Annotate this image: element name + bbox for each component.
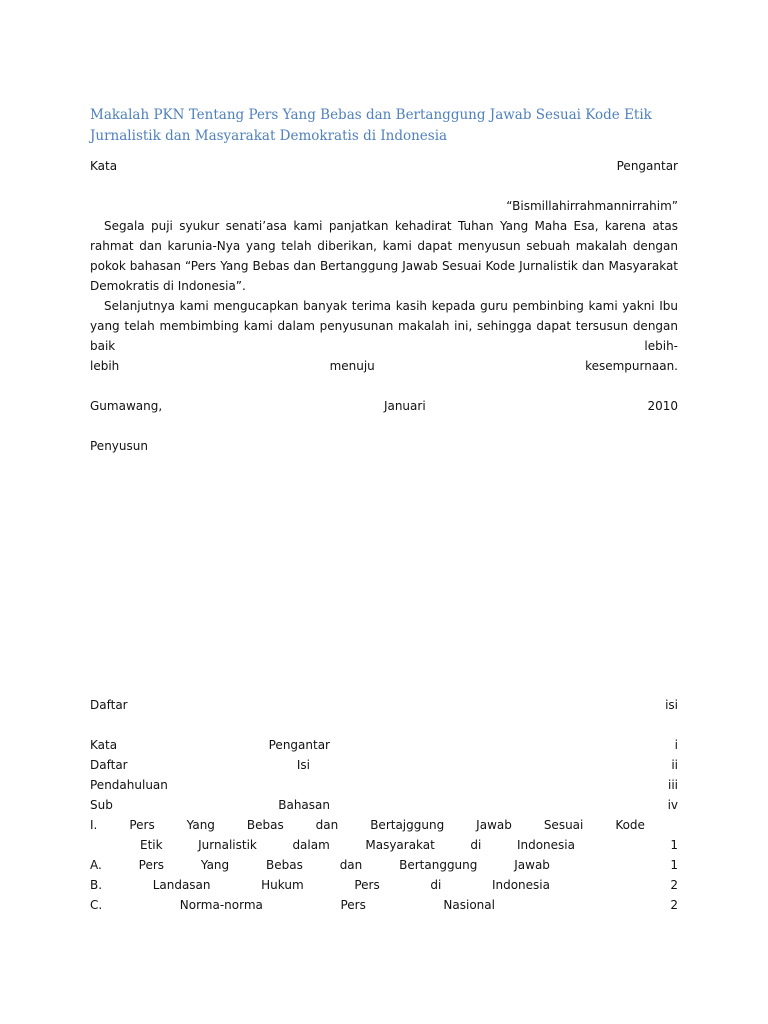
toc-page-number: i bbox=[674, 738, 678, 752]
toc-word: Yang bbox=[200, 858, 230, 872]
toc-word: Pers bbox=[138, 858, 165, 872]
preface-heading-left: Kata bbox=[90, 159, 118, 173]
toc-row-title bbox=[90, 895, 495, 915]
preface-heading-right: Pengantar bbox=[616, 159, 678, 173]
toc-word: Bertajggung bbox=[370, 818, 445, 832]
toc-word: di bbox=[470, 838, 482, 852]
basmalah: “Bismillahirrahmannirrahim” bbox=[506, 199, 678, 213]
toc-word: Sesuai bbox=[543, 818, 584, 832]
toc-page-number: 1 bbox=[670, 858, 678, 872]
toc-page-number: 2 bbox=[670, 878, 678, 892]
toc-row-title bbox=[90, 815, 645, 835]
preface-paragraph-2 bbox=[90, 296, 678, 376]
toc-word: Pers bbox=[129, 818, 155, 832]
toc-word: B. bbox=[90, 878, 103, 892]
toc-word: Pers bbox=[354, 878, 380, 892]
toc-word: Daftar bbox=[90, 758, 128, 772]
toc-word: Bahasan bbox=[278, 798, 330, 812]
toc-row bbox=[90, 875, 678, 895]
toc-word: Pendahuluan bbox=[90, 778, 168, 792]
preface-paragraph-2-last-line bbox=[90, 356, 678, 376]
dateline-place: Gumawang, bbox=[90, 399, 163, 413]
toc-word: Sub bbox=[90, 798, 113, 812]
toc-word: Kode bbox=[615, 818, 645, 832]
toc-row bbox=[90, 815, 678, 835]
preface-heading bbox=[90, 156, 678, 176]
toc-page-number: iv bbox=[667, 798, 678, 812]
toc-word: Etik bbox=[140, 838, 163, 852]
preface-paragraph-2-text: Selanjutnya kami mengucapkan banyak terima kasih kepada guru pembinbing kami yakni Ibu yang telah membimbing kami dalam penyusunan makalah ini, sehingga dapat tersusun dengan baik lebih- bbox=[90, 299, 678, 353]
toc-row-title bbox=[90, 775, 168, 795]
toc-word: A. bbox=[90, 858, 102, 872]
toc-word: Masyarakat bbox=[365, 838, 435, 852]
document-title: Makalah PKN Tentang Pers Yang Bebas dan Bertanggung Jawab Sesuai Kode Etik Jurnalistik dan Masyarakat Demokratis di Indonesia bbox=[90, 107, 652, 144]
toc-heading bbox=[90, 695, 678, 715]
toc-page-number: iii bbox=[667, 778, 678, 792]
toc-word: Indonesia bbox=[516, 838, 575, 852]
dateline-year: 2010 bbox=[647, 399, 678, 413]
toc-word: Jawab bbox=[514, 858, 550, 872]
toc-word: dan bbox=[339, 858, 363, 872]
toc-word: Norma-norma bbox=[179, 898, 263, 912]
toc-word: dan bbox=[315, 818, 339, 832]
toc-row-title bbox=[90, 755, 310, 775]
toc-word: Bebas bbox=[246, 818, 284, 832]
toc-word: Jurnalistik bbox=[198, 838, 257, 852]
toc-row bbox=[90, 735, 678, 755]
toc-word: Bertanggung bbox=[399, 858, 478, 872]
toc-row-title bbox=[90, 795, 330, 815]
preface-paragraph-1: Segala puji syukur senati’asa kami panjatkan kehadirat Tuhan Yang Maha Esa, karena atas rahmat dan karunia-Nya yang telah diberikan, kami dapat menyusun sebuah makalah dengan pokok bahasan “Pers Yang Bebas dan Bertanggung Jawab Sesuai Kode Jurnalistik dan Masyarakat Demokratis di Indonesia”. bbox=[90, 219, 678, 293]
toc-row-title bbox=[90, 855, 550, 875]
toc-word: Landasan bbox=[152, 878, 211, 892]
dateline bbox=[90, 396, 678, 416]
toc-word: Pengantar bbox=[268, 738, 330, 752]
toc-page-number: 1 bbox=[670, 838, 678, 852]
toc-row bbox=[140, 835, 678, 855]
toc-word: Kata bbox=[90, 738, 118, 752]
toc-row bbox=[90, 855, 678, 875]
toc-row-title bbox=[140, 835, 575, 855]
toc-word: Yang bbox=[186, 818, 215, 832]
signature: Penyusun bbox=[90, 439, 148, 453]
toc-word: Bebas bbox=[266, 858, 303, 872]
toc-row bbox=[90, 775, 678, 795]
toc-row-title bbox=[90, 735, 330, 755]
toc-word: C. bbox=[90, 898, 103, 912]
dateline-month: Januari bbox=[383, 399, 426, 413]
toc-word: di bbox=[430, 878, 442, 892]
toc-word: Jawab bbox=[476, 818, 512, 832]
toc-word: Indonesia bbox=[491, 878, 550, 892]
toc-heading-left: Daftar bbox=[90, 698, 128, 712]
toc-row bbox=[90, 795, 678, 815]
toc-word: Isi bbox=[296, 758, 310, 772]
toc-word: Pers bbox=[340, 898, 366, 912]
toc-page-number: 2 bbox=[670, 898, 678, 912]
toc-word: I. bbox=[90, 818, 98, 832]
toc-row-title bbox=[90, 875, 550, 895]
toc-word: dalam bbox=[292, 838, 330, 852]
toc-word: Nasional bbox=[443, 898, 495, 912]
toc-row bbox=[90, 895, 678, 915]
toc-word: Hukum bbox=[261, 878, 304, 892]
last-word-1: lebih bbox=[90, 359, 120, 373]
toc-row bbox=[90, 755, 678, 775]
toc-heading-right: isi bbox=[665, 698, 678, 712]
toc-page-number: ii bbox=[671, 758, 678, 772]
last-word-3: kesempurnaan. bbox=[585, 359, 678, 373]
last-word-2: menuju bbox=[329, 359, 375, 373]
